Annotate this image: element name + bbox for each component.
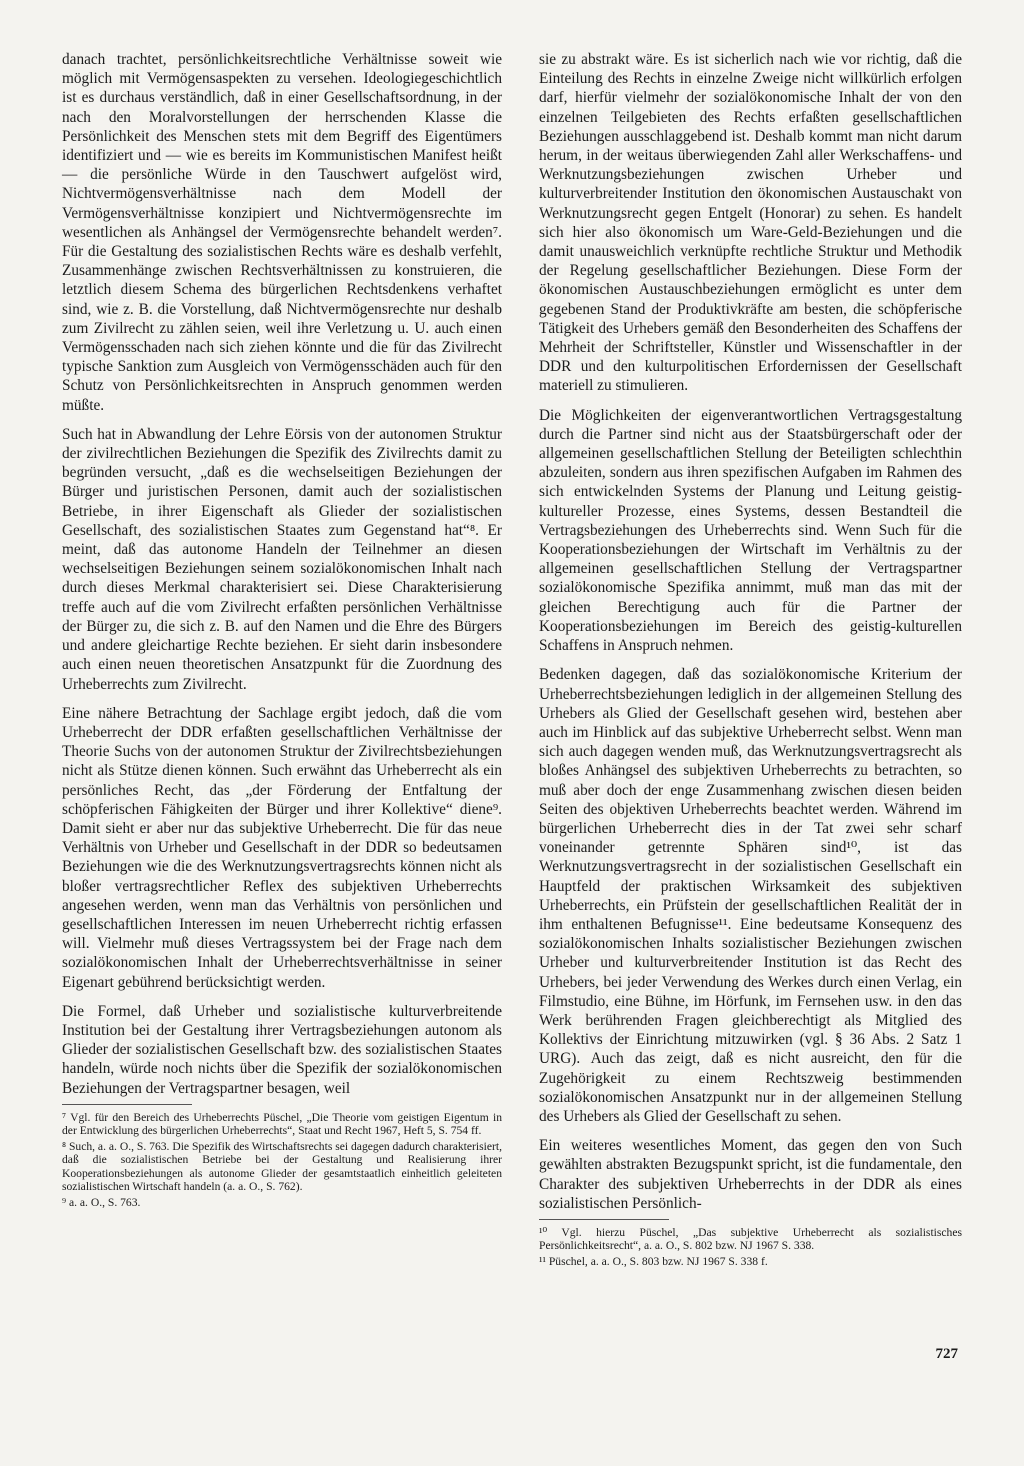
left-paragraph-2: Such hat in Abwandlung der Lehre Eörsis von der autonomen Struktur der zivilrechtlichen Beziehungen die Spezifik des Zivilrechts damit zu begründen versucht, „daß es die wechselseitigen Beziehungen der Bürger und juristischen Personen, damit auch der sozialistischen Betriebe, in ihrer Eigenschaft als Glieder der sozialistischen Gesellschaft, des sozialistischen Staates zum Gegenstand hat“⁸. Er meint, daß das autonome Handeln der Teilnehmer an diesen wechselseitigen Beziehungen seinem sozialökonomischen Inhalt nach durch dieses Merkmal charakterisiert sei. Diese Charakterisierung treffe auch auf die vom Zivilrecht erfaßten persönlichen Verhältnisse der Bürger zu, die sich z. B. auf den Namen und die Ehre des Bürgers und andere gleichartige Rechte beziehen. Er sieht darin insbesondere auch einen neuen theoretischen Ansatzpunkt für die Zuordnung des Urheberrechts zum Zivilrecht. (62, 425, 502, 693)
left-paragraph-1: danach trachtet, persönlichkeitsrechtliche Verhältnisse soweit wie möglich mit Vermögensaspekten zu versehen. Ideologiegeschichtlich ist es durchaus verständlich, daß in einer Gesellschaftsordnung, in der nach den Moralvorstellungen der herrschenden Klasse die Persönlichkeit des Menschen stets mit dem Begriff des Eigentümers identifiziert und — wie es bereits im Kommunistischen Manifest heißt — die persönliche Würde in den Tauschwert aufgelöst wird, Nichtvermögensverhältnisse nach dem Modell der Vermögensverhältnisse konzipiert und Nichtvermögensrechte im wesentlichen als Anhängsel der Vermögensrechte behandelt werden⁷. Für die Gestaltung des sozialistischen Rechts wäre es deshalb verfehlt, Zusammenhänge zwischen Rechtsverhältnissen zu konstruieren, die letztlich diesem Schema des bürgerlichen Rechtsdenkens verhaftet sind, wie z. B. die Vorstellung, daß Nichtvermögensrechte nur deshalb zum Zivilrecht zu zählen seien, weil ihre Verletzung u. U. auch einen Vermögensschaden nach sich ziehen könnte und die für das Zivilrecht typische Sanktion zum Ausgleich von Vermögensschäden auch für den Schutz von Persönlichkeitsrechten in Anspruch genommen werden müßte. (62, 51, 502, 414)
page-number: 727 (935, 1346, 958, 1362)
right-paragraph-4: Ein weiteres wesentliches Moment, das gegen den von Such gewählten abstrakten Bezugspunkt spricht, ist die fundamentale, den Charakter des subjektiven Urheberrechts in der DDR als eines sozialistischen Persönlich- (539, 1137, 962, 1212)
right-paragraph-3: Bedenken dagegen, daß das sozialökonomische Kriterium der Urheberrechtsbeziehungen lediglich in der allgemeinen Stellung des Urhebers als Glied der Gesellschaft gesehen wird, bestehen aber auch im Hinblick auf das subjektive Urheberrecht selbst. Wenn man sich auch dagegen wenden muß, das Werknutzungsvertragsrecht als bloßes Anhängsel des subjektiven Urheberrechts zu betrachten, so muß aber doch der enge Zusammenhang zwischen diesen beiden Seiten des objektiven Urheberrechts beachtet werden. Während im bürgerlichen Urheberrecht dies in der Tat zwei sehr scharf voneinander getrennte Sphären sind¹⁰, ist das Werknutzungsvertragsrecht in der sozialistischen Gesellschaft ein Hauptfeld der praktischen Wirksamkeit des subjektiven Urheberrechts, ein Prüfstein der gesellschaftlichen Realität der in ihm enthaltenen Befugnisse¹¹. Eine bedeutsame Konsequenz des sozialökonomischen Inhalts sozialistischer Beziehungen zwischen Urheber und kulturverbreitender Institution ist das Recht des Urhebers, bei jeder Verwendung des Werkes durch einen Verlag, ein Filmstudio, eine Bühne, im Hörfunk, im Fernsehen usw. in den das Werk berührenden Fragen gleichberechtigt als Mitglied des Kollektivs der Einrichtung mitzuwirken (vgl. § 36 Abs. 2 Satz 1 URG). Auch das zeigt, daß es nicht ausreicht, den für die Zugehörigkeit zu einem Rechtszweig bestimmenden sozialökonomischen Ansatzpunkt nur in der allgemeinen Stellung des Urhebers als Glied der Gesellschaft zu sehen. (539, 666, 962, 1125)
footnote-10: ¹⁰ Vgl. hierzu Püschel, „Das subjektive Urheberrecht als sozialistisches Persönlichkeitsrecht“, a. a. O., S. 802 bzw. NJ 1967 S. 338. (539, 1225, 962, 1253)
right-column (539, 50, 962, 1272)
footnote-divider-right (539, 1219, 669, 1220)
footnote-7: ⁷ Vgl. für den Bereich des Urheberrechts Püschel, „Die Theorie vom geistigen Eigentum in der Entwicklung des bürgerlichen Urheberrechts“, Staat und Recht 1967, Heft 5, S. 754 ff. (62, 1110, 502, 1137)
footnote-9: ⁹ a. a. O., S. 763. (62, 1195, 141, 1209)
left-paragraph-4: Die Formel, daß Urheber und sozialistische kulturverbreitende Institution bei der Gestaltung ihrer Vertragsbeziehungen autonom als Glieder der sozialistischen Gesellschaft bzw. des sozialistischen Staates handeln, würde noch nichts über die Spezifik der sozialökonomischen Beziehungen der Vertragspartner besagen, weil (62, 1002, 502, 1097)
footnote-11: ¹¹ Püschel, a. a. O., S. 803 bzw. NJ 1967 S. 338 f. (539, 1255, 768, 1269)
footnote-8: ⁸ Such, a. a. O., S. 763. Die Spezifik des Wirtschaftsrechts sei dagegen dadurch charakterisiert, daß die sozialistischen Betriebe bei der Gestaltung und Realisierung ihrer Kooperationsbeziehungen als autonome Glieder der gesamtstaatlich einheitlich geleiteten sozialistischen Wirtschaft handeln (a. a. O., S. 762). (62, 1140, 502, 1193)
footnote-divider-left (62, 1104, 192, 1105)
right-paragraph-1: sie zu abstrakt wäre. Es ist sicherlich nach wie vor richtig, daß die Einteilung des Rechts in einzelne Zweige nicht willkürlich erfolgen darf, hierfür vielmehr der sozialökonomische Inhalt der von den einzelnen Teilgebieten des Rechts erfaßten gesellschaftlichen Beziehungen ausschlaggebend ist. Deshalb kommt man nicht darum herum, in der weitaus überwiegenden Zahl aller Werkschaffens- und Werknutzungsbeziehungen zwischen Urheber und kulturverbreitender Institution den ökonomischen Austauschakt von Werknutzungsrecht gegen Entgelt (Honorar) zu sehen. Es handelt sich hier also ökonomisch um Ware-Geld-Beziehungen und die damit unausweichlich verknüpfte rechtliche Struktur und Methodik der Regelung gesellschaftlicher Beziehungen. Diese Form der ökonomischen Austauschbeziehungen ermöglicht es unter dem gegebenen Stand der Produktivkräfte am besten, die schöpferische Tätigkeit des Urhebers gemäß den Besonderheiten des Schaffens der Mehrheit der Schriftsteller, Künstler und Wissenschaftler in der DDR und den kulturpolitischen Erfordernissen der Gesellschaft materiell zu stimulieren. (539, 51, 962, 395)
left-paragraph-3: Eine nähere Betrachtung der Sachlage ergibt jedoch, daß die vom Urheberrecht der DDR erfaßten gesellschaftlichen Verhältnisse der Theorie Suchs von der autonomen Struktur der Zivilrechtsbeziehungen nicht als Stütze dienen können. Such erwähnt das Urheberrecht als ein persönliches Recht, das „der Förderung der Entfaltung der schöpferischen Fähigkeiten der Bürger und ihrer Kollektive“ diene⁹. Damit sieht er aber nur das subjektive Urheberrecht. Die für das neue Verhältnis von Urheber und Gesellschaft in der DDR so bedeutsamen Beziehungen wie die des Werknutzungsvertragsrechts können nicht als bloßer vertragsrechtlicher Reflex des subjektiven Urheberrechts angesehen werden, wenn man das Verhältnis von persönlichen und gesellschaftlichen Interessen im neuen Urheberrecht richtig erfassen will. Vielmehr muß dieses Vertragssystem bei der Frage nach dem sozialökonomischen Inhalt der Urheberrechtsverhältnisse in seiner Eigenart gebührend berücksichtigt werden. (62, 704, 502, 991)
right-paragraph-2: Die Möglichkeiten der eigenverantwortlichen Vertragsgestaltung durch die Partner sind nicht aus der Staatsbürgerschaft oder der allgemeinen gesellschaftlichen Stellung der Beteiligten schlechthin abzuleiten, sondern aus ihren spezifischen Aufgaben im Rahmen des sich entwickelnden Systems der Planung und Leitung geistig-kultureller Prozesse, eines Systems, dessen Bestandteil die Vertragsbeziehungen des Urheberrechts sind. Wenn Such für die Kooperationsbeziehungen der Wirtschaft im Verhältnis zu der allgemeinen gesellschaftlichen Stellung der Vertragspartner sozialökonomische Spezifika annimmt, muß man das mit der gleichen Berechtigung auch für die Partner der Kooperationsbeziehungen im Bereich des geistig-kulturellen Schaffens in Anspruch nehmen. (539, 406, 962, 655)
left-column (62, 50, 502, 1212)
